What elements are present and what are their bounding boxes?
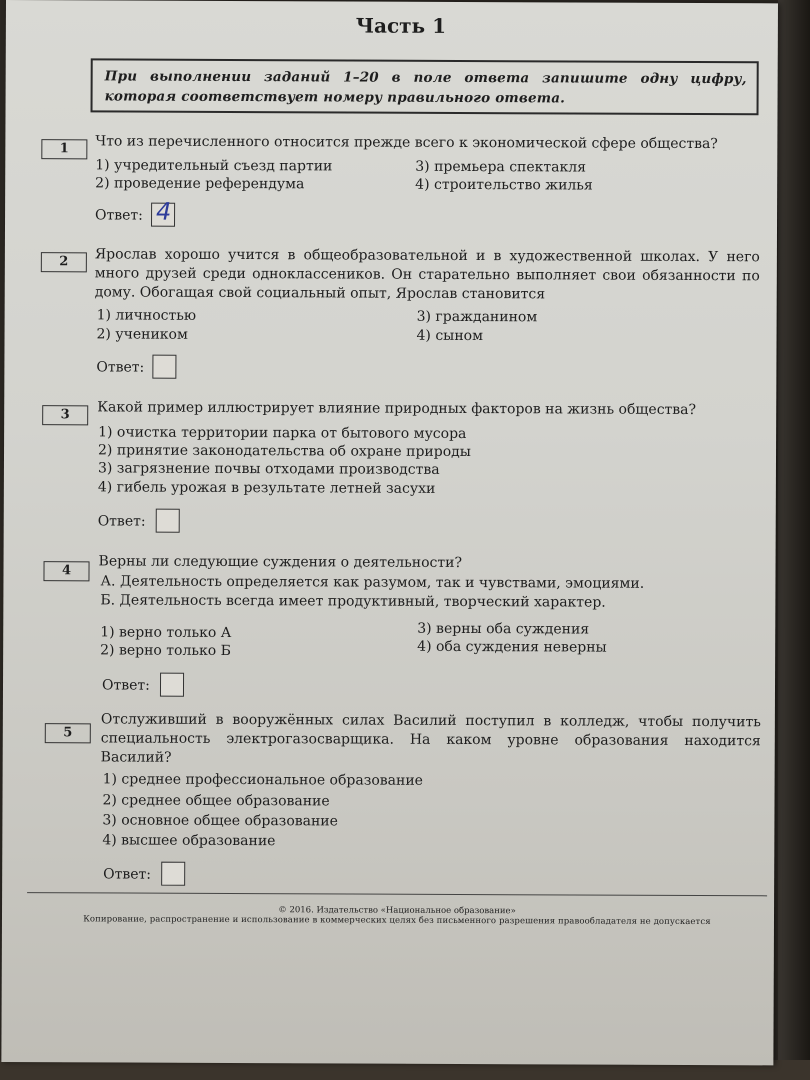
instruction-box [91,58,759,115]
question-number-2: 2 [41,252,87,272]
q5-option-4: 4) высшее образование [102,832,276,850]
q5-answer-box[interactable] [161,862,185,886]
q3-option-1: 1) очистка территории парка от бытового мусора [98,424,467,443]
q3-option-2: 2) принятие законодательства об охране природы [98,442,471,461]
page-title: Часть 1 [355,13,447,38]
q5-option-1: 1) среднее профессиональное образование [102,771,424,789]
question-text-1: Что из перечисленного относится прежде всего к экономической сфере общества? [95,133,718,153]
q4-option-2: 2) верно только Б [100,642,231,659]
q4-option-1: 1) верно только А [100,624,232,641]
question-number-5: 5 [45,723,91,743]
q4-statement-b: Б. Деятельность всегда имеет продуктивный, творческий характер. [100,592,606,611]
q1-option-1: 1) учредительный съезд партии [95,157,333,175]
q3-answer-label: Ответ: [97,513,146,530]
q2-answer-box[interactable] [152,355,176,379]
q1-option-2: 2) проведение референдума [95,175,305,193]
background-edge [778,0,810,1080]
q2-option-3: 3) гражданином [416,308,538,326]
footer-notice: Копирование, распространение и использование в коммерческих целях без письменного разрешения правообладателя не допускается [83,914,711,928]
footer-copyright: © 2016. Издательство «Национальное образование» [278,905,516,917]
q5-option-2: 2) среднее общее образование [102,792,330,810]
q1-option-3: 3) премьера спектакля [415,158,587,176]
question-number-4: 4 [43,561,89,581]
question-number-3: 3 [42,405,88,425]
q4-answer-box[interactable] [160,673,184,697]
q2-option-2: 2) учеником [96,326,188,343]
q5-answer-label: Ответ: [103,866,152,883]
q3-option-4: 4) гибель урожая в результате летней засухи [97,479,436,497]
question-text-3: Какой пример иллюстрирует влияние природных факторов на жизнь общества? [97,399,697,419]
q4-option-4: 4) оба суждения неверны [417,638,607,656]
q1-option-4: 4) строительство жилья [415,176,593,194]
instruction-text: При выполнении заданий 1–20 в поле ответа запишите одну цифру, которая соответствует номеру правильного ответа. [104,68,747,107]
q3-answer-box[interactable] [156,509,180,533]
question-text-4: Верны ли следующие суждения о деятельности? [98,553,463,571]
q1-answer-box[interactable] [151,197,175,227]
q5-option-3: 3) основное общее образование [102,812,338,830]
q4-option-3: 3) верны оба суждения [417,620,590,638]
q2-answer-label: Ответ: [96,359,145,376]
q4-answer-label: Ответ: [101,677,150,694]
exam-page [1,0,778,1065]
q3-option-3: 3) загрязнение почвы отходами производства [97,460,440,478]
footer-divider [27,892,767,896]
question-number-1: 1 [41,139,87,159]
q2-option-4: 4) сыном [416,327,484,345]
question-text-2: Ярослав хорошо учится в общеобразовательной и в художественной школах. У него много друзей среди одноклассеников. Он старательно выполняет свои обязанности по дому. Обогащая свой социальный опыт, Ярослав становится [94,246,760,303]
q1-handwritten-answer: 4 [156,197,172,226]
question-text-5: Отслуживший в вооружённых силах Василий поступил в колледж, чтобы получить специальность электрогазосварщика. На каком уровне образования находится Василий? [100,711,761,766]
q1-answer-label: Ответ: [95,207,143,224]
q2-option-1: 1) личностью [96,307,197,324]
q4-statement-a: А. Деятельность определяется как разумом, так и чувствами, эмоциями. [100,573,645,592]
